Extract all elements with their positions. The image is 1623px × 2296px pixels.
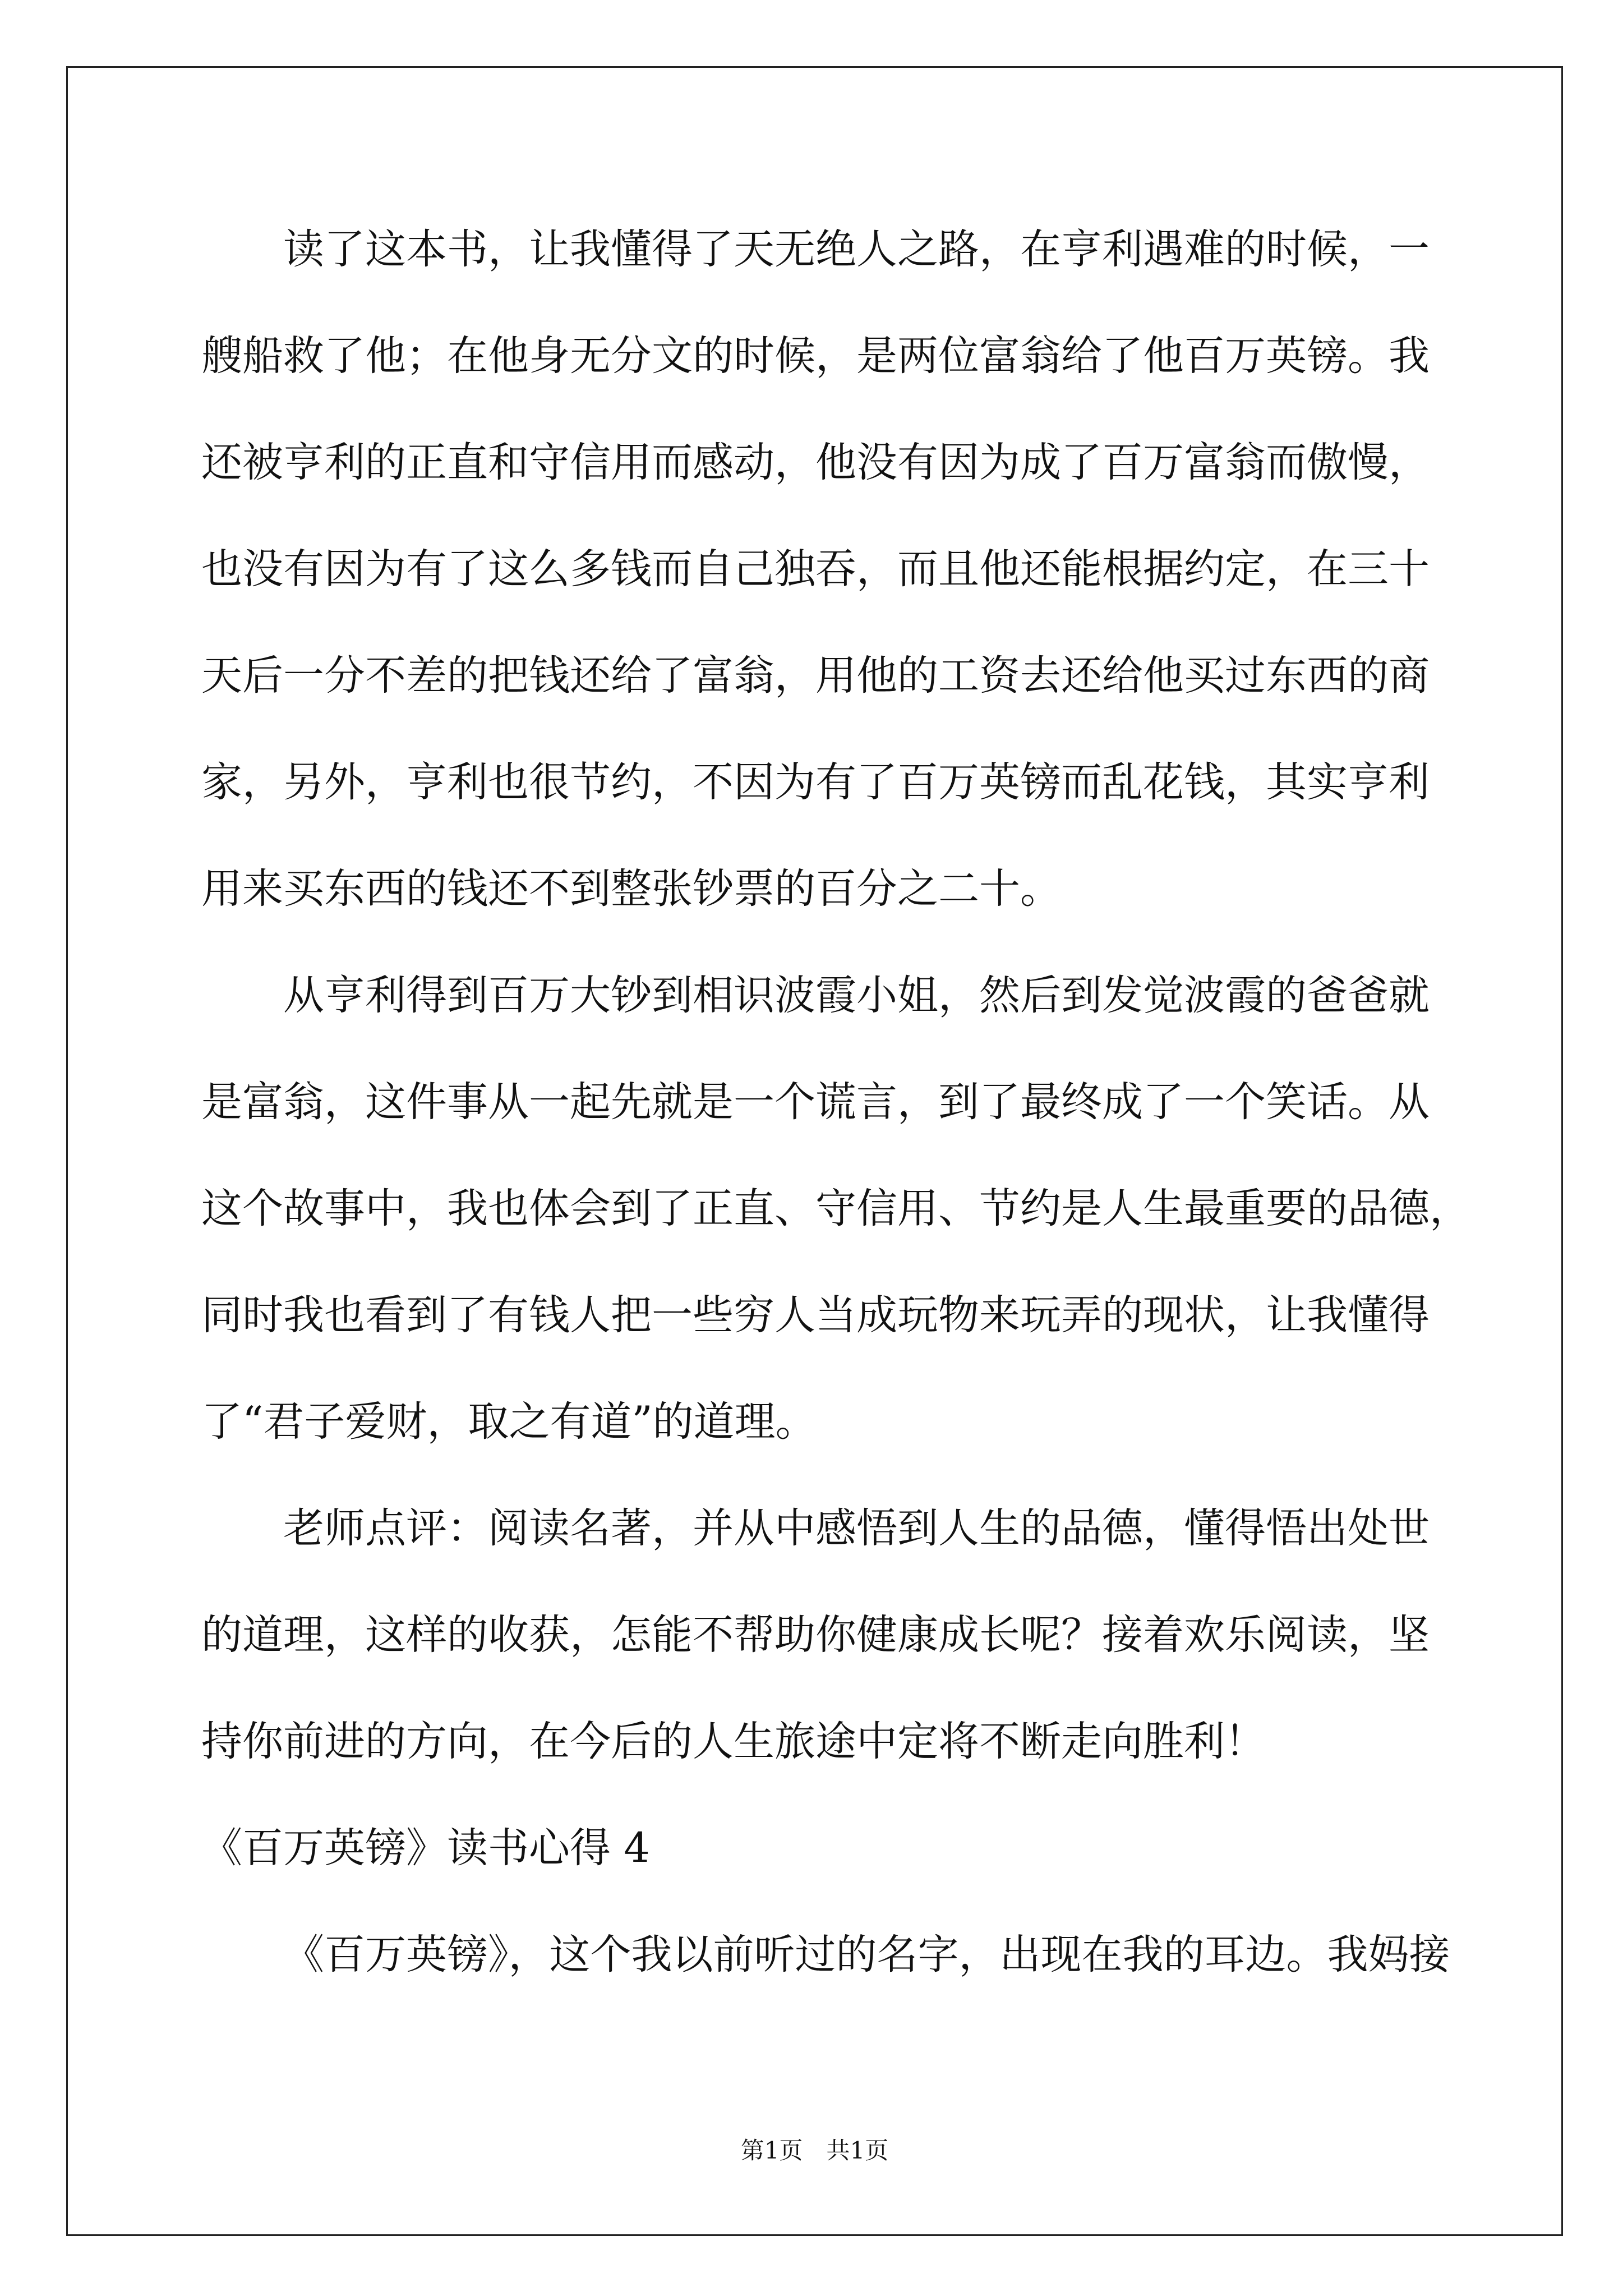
paragraph — [201, 1902, 1536, 2008]
text-line: 的道理，这样的收获，怎能不帮助你健康成长呢？接着欢乐阅读，坚 — [201, 1611, 1430, 1659]
text-line: 从亨利得到百万大钞到相识波霞小姐，然后到发觉波霞的爸爸就 — [283, 972, 1430, 1019]
paragraph — [201, 942, 1536, 1475]
text-line: 也没有因为有了这么多钱而自己独吞，而且他还能根据约定，在三十 — [201, 545, 1430, 593]
text-line: 是富翁，这件事从一起先就是一个谎言，到了最终成了一个笑话。从 — [201, 1078, 1430, 1126]
text-line: 这个故事中，我也体会到了正直、守信用、节约是人生最重要的品德， — [201, 1185, 1470, 1232]
text-line: 家，另外，亨利也很节约，不因为有了百万英镑而乱花钱，其实亨利 — [201, 758, 1430, 806]
paragraph — [201, 196, 1536, 942]
teacher-comment-paragraph — [201, 1475, 1536, 1795]
page-number-footer: 第1页 共1页 — [740, 2137, 889, 2164]
document-body — [201, 196, 1536, 2008]
text-line: 了“君子爱财，取之有道”的道理。 — [201, 1398, 817, 1446]
text-line: 还被亨利的正直和守信用而感动，他没有因为成了百万富翁而傲慢， — [201, 439, 1430, 486]
text-line: 老师点评：阅读名著，并从中感悟到人生的品德，懂得悟出处世 — [283, 1504, 1430, 1552]
text-line: 艘船救了他；在他身无分文的时候，是两位富翁给了他百万英镑。我 — [201, 332, 1430, 380]
text-line: 天后一分不差的把钱还给了富翁，用他的工资去还给他买过东西的商 — [201, 652, 1430, 700]
text-line: 《百万英镑》，这个我以前听过的名字，出现在我的耳边。我妈接 — [283, 1931, 1450, 1978]
text-line: 用来买东西的钱还不到整张钞票的百分之二十。 — [201, 865, 1061, 913]
section-heading: 《百万英镑》读书心得 4 — [201, 1824, 650, 1872]
text-line: 读了这本书，让我懂得了天无绝人之路，在亨利遇难的时候，一 — [283, 226, 1430, 273]
text-line: 同时我也看到了有钱人把一些穷人当成玩物来玩弄的现状，让我懂得 — [201, 1291, 1430, 1339]
text-line: 持你前进的方向，在今后的人生旅途中定将不断走向胜利！ — [201, 1718, 1266, 1765]
